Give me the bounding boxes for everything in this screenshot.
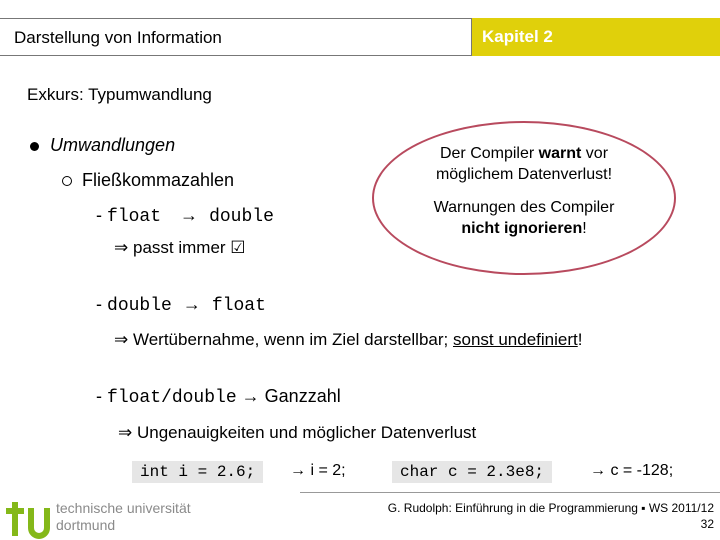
arrow-right-icon: →	[182, 294, 201, 314]
type-double: double	[209, 207, 274, 227]
dash: -	[96, 386, 102, 406]
note-text: vor	[585, 145, 609, 162]
result-text: Ungenauigkeiten und möglicher Datenverlust	[136, 423, 477, 442]
conversion-double-float	[96, 294, 266, 316]
type-float: float	[107, 207, 162, 227]
exclamation: !	[582, 220, 587, 237]
header-title: Darstellung von Information	[14, 28, 222, 47]
dash: -	[96, 205, 102, 225]
result-text: passt immer	[132, 238, 226, 257]
tu-logo-icon	[4, 500, 52, 540]
logo-line-1: technische universität	[56, 500, 191, 516]
arrow-right-icon: →	[180, 205, 199, 225]
type-float: float	[211, 296, 266, 316]
sub-bullet-circle-icon	[62, 176, 72, 186]
bullet-dot-icon	[30, 142, 39, 151]
arrow-right-icon: →	[241, 386, 260, 406]
example-char-result: → c = -128;	[590, 462, 674, 479]
code-example-char: char c = 2.3e8;	[392, 461, 552, 483]
result-undefined: sonst undefiniert	[452, 330, 578, 349]
type-float-double: float/double	[107, 388, 237, 408]
implies-icon: ⇒	[114, 330, 129, 349]
footer-citation	[388, 500, 714, 532]
chapter-label: Kapitel 2	[482, 27, 553, 46]
header-title-bar	[0, 18, 472, 56]
exclamation: !	[577, 330, 583, 349]
implies-icon: ⇒	[118, 423, 133, 442]
conversion-float-double	[96, 205, 274, 227]
chapter-badge	[472, 18, 720, 56]
result-ungenauigkeiten	[118, 423, 476, 443]
dash: -	[96, 294, 102, 314]
note-nicht-ignorieren	[372, 197, 676, 239]
bullet-umwandlungen: Umwandlungen	[50, 135, 176, 155]
footer-divider	[300, 492, 720, 493]
implies-icon: ⇒	[114, 238, 129, 257]
type-ganzzahl: Ganzzahl	[264, 386, 341, 406]
page-number: 32	[700, 517, 714, 531]
note-warnt: warnt	[538, 145, 582, 162]
logo-wordmark	[56, 500, 191, 534]
footer-course: G. Rudolph: Einführung in die Programmierung ▪ WS 2011/12	[387, 501, 714, 515]
sub-bullet-fliesskommazahlen: Fließkommazahlen	[82, 170, 235, 190]
note-bold-ignore: nicht ignorieren	[461, 220, 583, 237]
example-int-result: → i = 2;	[290, 462, 346, 479]
checkbox-checked-icon: ☑	[230, 238, 246, 257]
code-example-int: int i = 2.6;	[132, 461, 263, 483]
slide-heading: Exkurs: Typumwandlung	[27, 85, 212, 104]
note-datenverlust: möglichem Datenverlust!	[435, 166, 613, 183]
type-double: double	[107, 296, 172, 316]
result-passt-immer	[114, 238, 246, 258]
note-text: Der Compiler	[439, 145, 535, 162]
logo-line-2: dortmund	[56, 517, 116, 533]
result-text: Wertübernahme, wenn im Ziel darstellbar;	[132, 330, 449, 349]
note-compiler-warns	[372, 143, 676, 185]
note-warnungen: Warnungen des Compiler	[433, 199, 615, 216]
result-wertuebernahme	[114, 330, 582, 350]
conversion-float-int	[96, 386, 341, 408]
